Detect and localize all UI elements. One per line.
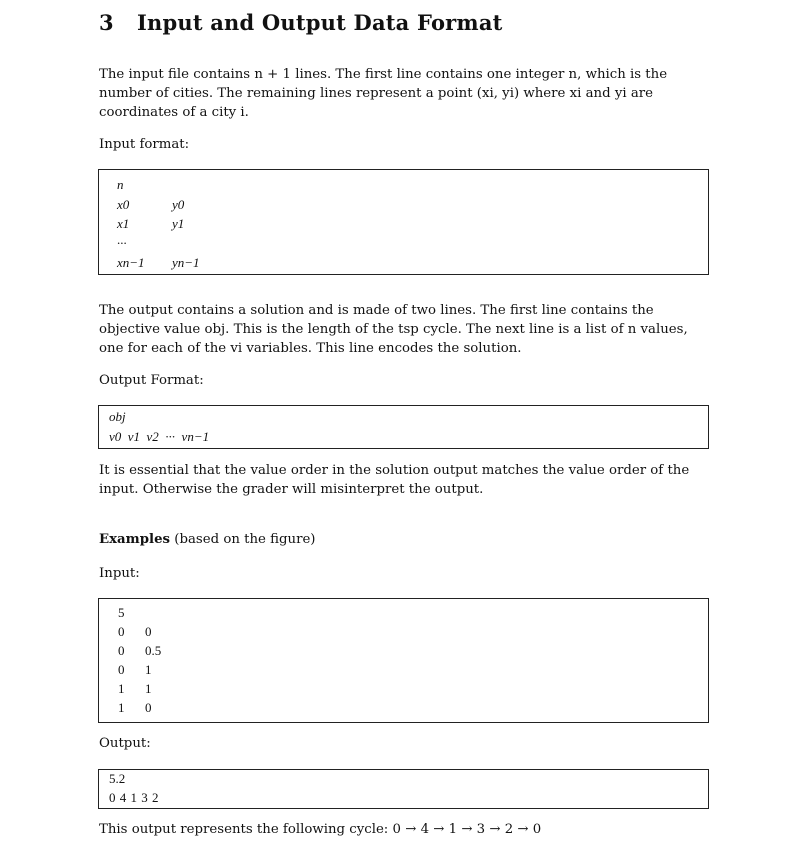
format-obj: obj — [109, 409, 126, 424]
input-format-label: Input format: — [99, 137, 190, 152]
examples-note: (based on the figure) — [174, 532, 316, 547]
example-input-box — [98, 598, 709, 723]
example-input-row-1-a: 0 — [118, 624, 125, 639]
example-output-label: Output: — [99, 736, 151, 751]
example-input-row-3-b: 1 — [145, 662, 152, 677]
intro-line-3: coordinates of a city i. — [99, 105, 249, 120]
example-output-objective: 5.2 — [109, 771, 126, 786]
output-format-box — [98, 405, 709, 449]
example-input-label: Input: — [99, 566, 140, 581]
example-input-row-4-b: 1 — [145, 681, 152, 696]
intro-line-2: number of cities. The remaining lines represent a point (xi, yi) where xi and yi are — [99, 86, 653, 101]
format-xn: xn−1 — [117, 255, 145, 270]
format-row-n: n — [117, 177, 124, 192]
essential-line-2: input. Otherwise the grader will misinterpret the output. — [99, 482, 484, 497]
format-x0: x0 — [117, 197, 130, 212]
output-line-2: objective value obj. This is the length of the tsp cycle. The next line is a list of n values, — [99, 322, 688, 337]
format-values: v0 v1 v2 ··· vn−1 — [109, 429, 210, 444]
example-input-row-2-b: 0.5 — [145, 643, 162, 658]
example-output-box — [98, 769, 709, 809]
input-format-box — [98, 169, 709, 275]
examples-title: Examples — [99, 532, 171, 547]
example-input-row-3-a: 0 — [118, 662, 125, 677]
output-format-label: Output Format: — [99, 373, 204, 388]
section-number: 3 — [99, 10, 114, 35]
essential-line-1: It is essential that the value order in the solution output matches the value order of the — [99, 463, 690, 478]
section-title: Input and Output Data Format — [137, 10, 503, 35]
output-line-1: The output contains a solution and is made of two lines. The first line contains the — [99, 303, 654, 318]
format-yn: yn−1 — [172, 255, 200, 270]
example-input-row-4-a: 1 — [118, 681, 125, 696]
output-line-3: one for each of the vi variables. This line encodes the solution. — [99, 341, 522, 356]
example-input-row-1-b: 0 — [145, 624, 152, 639]
section-heading — [99, 10, 503, 35]
format-ellipsis: ... — [117, 232, 127, 247]
format-y1: y1 — [172, 216, 185, 231]
examples-heading — [99, 532, 316, 547]
example-input-row-2-a: 0 — [118, 643, 125, 658]
cycle-description: This output represents the following cycle: 0 → 4 → 1 → 3 → 2 → 0 — [99, 822, 542, 837]
intro-line-1: The input file contains n + 1 lines. The first line contains one integer n, which is the — [99, 67, 668, 82]
format-y0: y0 — [172, 197, 185, 212]
example-input-row-0-a: 5 — [118, 605, 125, 620]
example-input-row-5-a: 1 — [118, 700, 125, 715]
example-output-values: 0 4 1 3 2 — [109, 790, 159, 805]
format-x1: x1 — [117, 216, 130, 231]
example-input-row-5-b: 0 — [145, 700, 152, 715]
